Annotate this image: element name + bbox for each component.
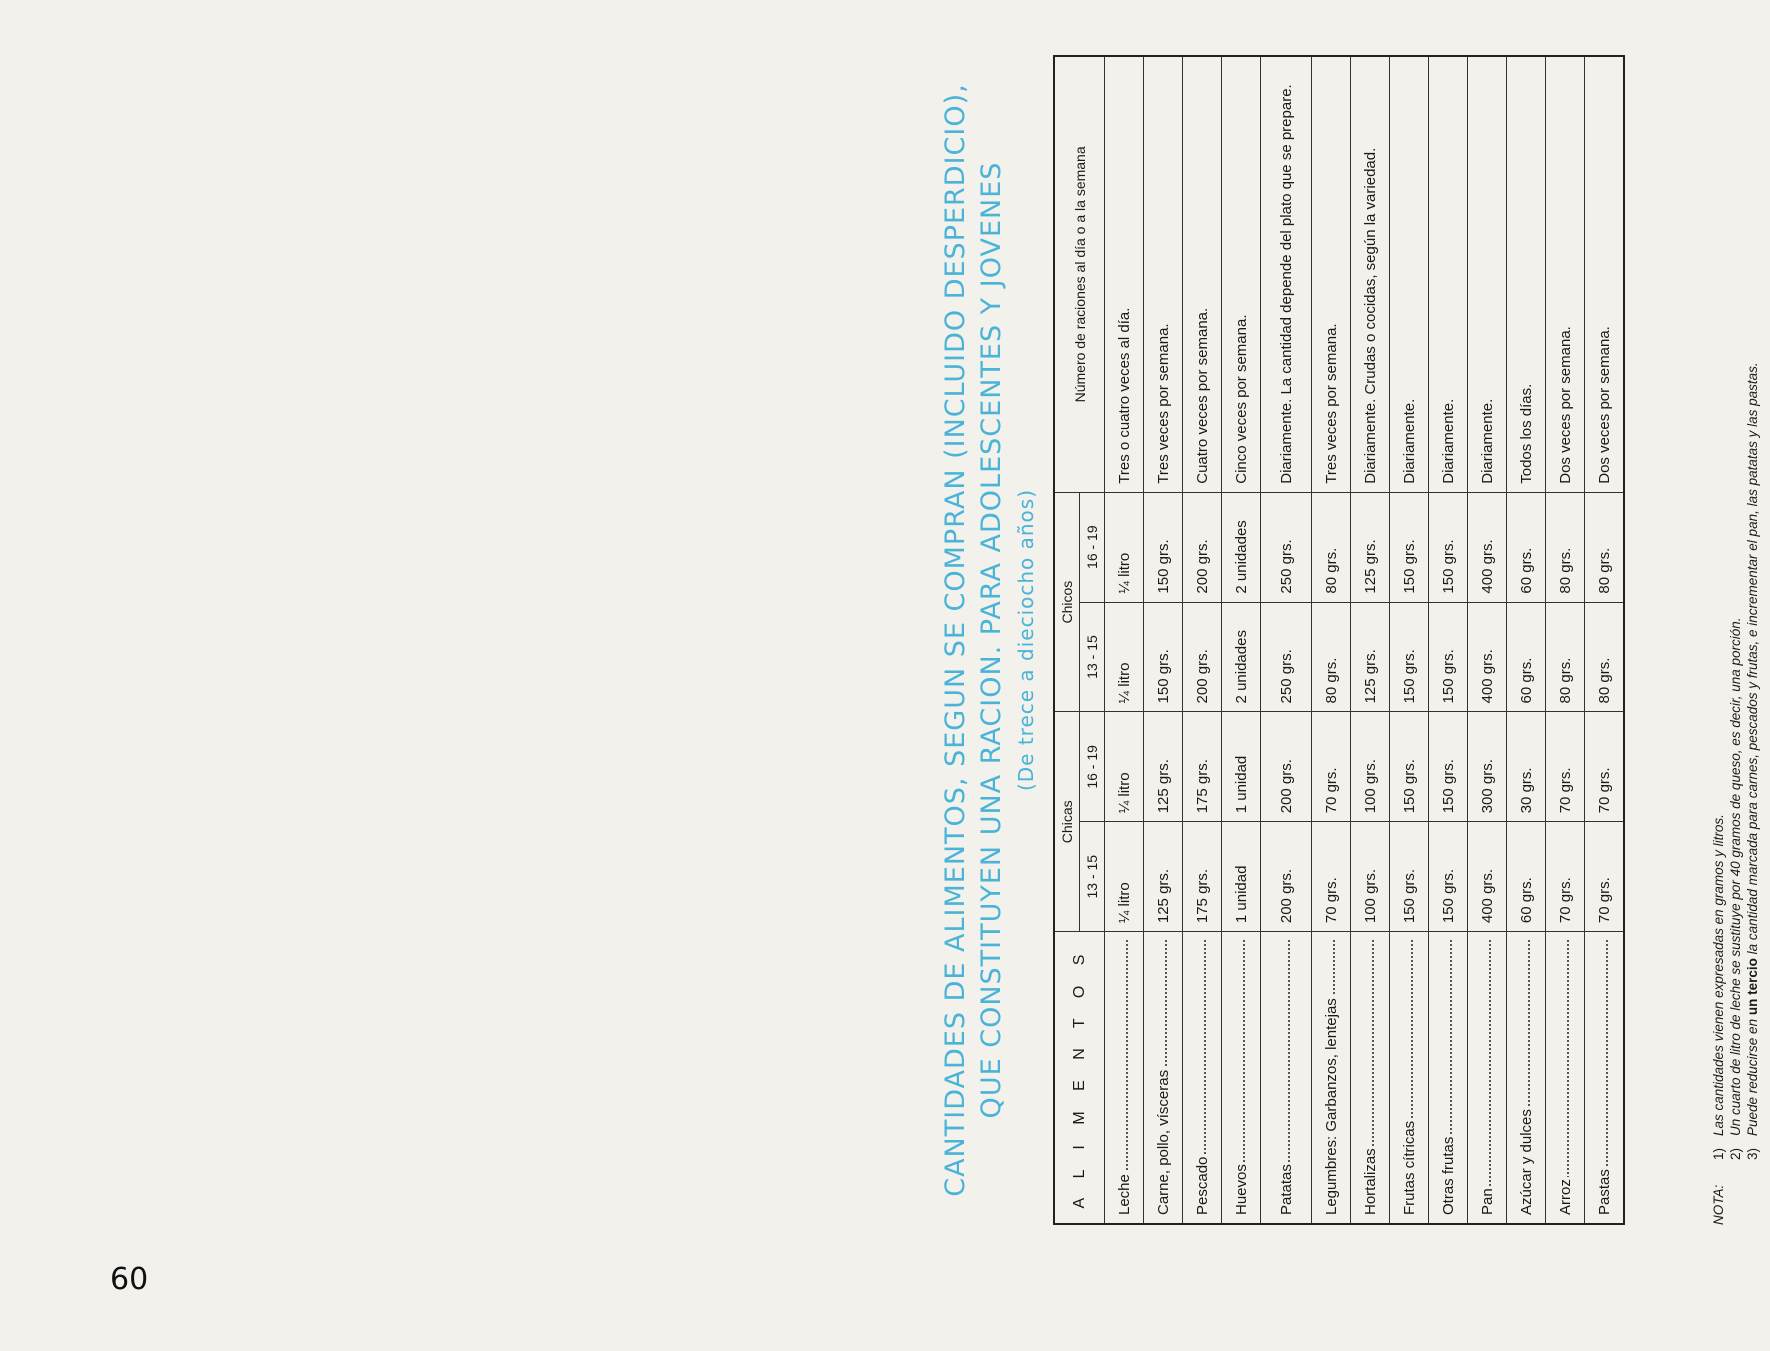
chicos-16-19-cell: 250 grs. bbox=[1261, 492, 1312, 602]
raciones-cell: Dos veces por semana. bbox=[1585, 56, 1625, 492]
food-name-cell bbox=[1183, 932, 1222, 1224]
note-text-pre: Puede reducirse en bbox=[1745, 1015, 1760, 1136]
chicas-13-15-cell: ¼ litro bbox=[1105, 822, 1144, 932]
food-name: Legumbres: Garbanzos, lentejas bbox=[1322, 998, 1340, 1215]
chicos-13-15-cell: 60 grs. bbox=[1507, 602, 1546, 712]
chicos-16-19-cell: 60 grs. bbox=[1507, 492, 1546, 602]
chicos-16-19-cell: ¼ litro bbox=[1105, 492, 1144, 602]
chicas-13-15-cell: 70 grs. bbox=[1312, 822, 1351, 932]
food-name-cell bbox=[1468, 932, 1507, 1224]
chicos-16-19-cell: 150 grs. bbox=[1390, 492, 1429, 602]
raciones-cell: Diariamente. La cantidad depende del plato que se prepare. bbox=[1261, 56, 1312, 492]
raciones-cell: Cuatro veces por semana. bbox=[1183, 56, 1222, 492]
chicos-16-19-cell: 400 grs. bbox=[1468, 492, 1507, 602]
table-row bbox=[1351, 56, 1390, 1224]
food-name: Carne, pollo, vísceras bbox=[1154, 1069, 1172, 1215]
food-name: Frutas cítricas bbox=[1400, 1120, 1418, 1215]
raciones-cell: Dos veces por semana. bbox=[1546, 56, 1585, 492]
chicas-16-19-cell: 100 grs. bbox=[1351, 712, 1390, 822]
page-number: 60 bbox=[110, 1262, 149, 1297]
note-item bbox=[1727, 362, 1744, 1160]
raciones-cell: Diariamente. bbox=[1429, 56, 1468, 492]
chicos-13-15-cell: 125 grs. bbox=[1351, 602, 1390, 712]
chicas-16-19-cell: 70 grs. bbox=[1585, 712, 1625, 822]
food-name-cell bbox=[1351, 932, 1390, 1224]
chicos-16-19-cell: 80 grs. bbox=[1312, 492, 1351, 602]
food-name-cell bbox=[1429, 932, 1468, 1224]
food-name: Hortalizas bbox=[1361, 1148, 1379, 1215]
header-chicos: Chicos bbox=[1054, 492, 1080, 712]
chicas-13-15-cell: 125 grs. bbox=[1144, 822, 1183, 932]
chicas-13-15-cell: 150 grs. bbox=[1429, 822, 1468, 932]
food-portions-table bbox=[1053, 55, 1625, 1225]
food-name-cell bbox=[1546, 932, 1585, 1224]
header-chicos-13-15: 13 - 15 bbox=[1080, 602, 1105, 712]
header-chicas-16-19: 16 - 19 bbox=[1080, 712, 1105, 822]
chicas-16-19-cell: ¼ litro bbox=[1105, 712, 1144, 822]
table-row bbox=[1144, 56, 1183, 1224]
table-row bbox=[1468, 56, 1507, 1224]
header-chicos-16-19: 16 - 19 bbox=[1080, 492, 1105, 602]
food-name-cell bbox=[1585, 932, 1625, 1224]
table-row bbox=[1429, 56, 1468, 1224]
food-name: Azúcar y dulces bbox=[1517, 1109, 1535, 1215]
raciones-cell: Cinco veces por semana. bbox=[1222, 56, 1261, 492]
food-name-cell bbox=[1144, 932, 1183, 1224]
header-raciones: Número de raciones al día o a la semana bbox=[1054, 56, 1105, 492]
chicas-13-15-cell: 200 grs. bbox=[1261, 822, 1312, 932]
chicas-13-15-cell: 150 grs. bbox=[1390, 822, 1429, 932]
chicos-13-15-cell: 150 grs. bbox=[1144, 602, 1183, 712]
dot-leader bbox=[1567, 940, 1569, 1215]
note-item bbox=[1710, 362, 1727, 1160]
chicas-13-15-cell: 70 grs. bbox=[1546, 822, 1585, 932]
chicos-16-19-cell: 80 grs. bbox=[1546, 492, 1585, 602]
chicos-16-19-cell: 80 grs. bbox=[1585, 492, 1625, 602]
table-row bbox=[1585, 56, 1625, 1224]
table-row bbox=[1390, 56, 1429, 1224]
note-text: Un cuarto de litro de leche se sustituye por 40 gramos de queso, es decir, una porción. bbox=[1728, 617, 1743, 1136]
table-row bbox=[1222, 56, 1261, 1224]
chicos-13-15-cell: 150 grs. bbox=[1390, 602, 1429, 712]
rotated-page-content bbox=[940, 55, 1770, 1225]
chicas-13-15-cell: 70 grs. bbox=[1585, 822, 1625, 932]
note-number: 1) bbox=[1711, 1147, 1726, 1160]
raciones-cell: Todos los días. bbox=[1507, 56, 1546, 492]
food-name-cell bbox=[1261, 932, 1312, 1224]
chicas-16-19-cell: 30 grs. bbox=[1507, 712, 1546, 822]
note-text-bold: un tercio bbox=[1745, 958, 1760, 1016]
chicos-16-19-cell: 125 grs. bbox=[1351, 492, 1390, 602]
note-text-post: la cantidad marcada para carnes, pescados y frutas, e incrementar el pan, las patatas y las pastas. bbox=[1745, 362, 1760, 959]
chicas-16-19-cell: 125 grs. bbox=[1144, 712, 1183, 822]
table-row bbox=[1183, 56, 1222, 1224]
table-row bbox=[1105, 56, 1144, 1224]
note-number: 2) bbox=[1728, 1147, 1743, 1160]
food-name: Huevos bbox=[1232, 1164, 1250, 1215]
chicas-16-19-cell: 200 grs. bbox=[1261, 712, 1312, 822]
chicas-16-19-cell: 150 grs. bbox=[1390, 712, 1429, 822]
title-subtitle: (De trece a dieciocho años) bbox=[1014, 488, 1038, 792]
food-name: Otras frutas bbox=[1439, 1136, 1457, 1215]
chicos-13-15-cell: 80 grs. bbox=[1312, 602, 1351, 712]
chicas-13-15-cell: 175 grs. bbox=[1183, 822, 1222, 932]
header-chicas: Chicas bbox=[1054, 712, 1080, 932]
chicos-16-19-cell: 150 grs. bbox=[1144, 492, 1183, 602]
food-name-cell bbox=[1105, 932, 1144, 1224]
note-number: 3) bbox=[1745, 1147, 1760, 1160]
chicas-13-15-cell: 400 grs. bbox=[1468, 822, 1507, 932]
table-row bbox=[1261, 56, 1312, 1224]
header-alimentos: A L I M E N T O S bbox=[1054, 932, 1105, 1224]
title-line-2: QUE CONSTITUYEN UNA RACION. PARA ADOLESCENTES Y JOVENES bbox=[976, 161, 1007, 1119]
chicos-13-15-cell: 250 grs. bbox=[1261, 602, 1312, 712]
raciones-cell: Diariamente. bbox=[1468, 56, 1507, 492]
table-row bbox=[1312, 56, 1351, 1224]
raciones-cell: Diariamente. bbox=[1390, 56, 1429, 492]
chicas-13-15-cell: 100 grs. bbox=[1351, 822, 1390, 932]
chicos-13-15-cell: 400 grs. bbox=[1468, 602, 1507, 712]
chicas-16-19-cell: 1 unidad bbox=[1222, 712, 1261, 822]
table-row bbox=[1507, 56, 1546, 1224]
chicas-16-19-cell: 150 grs. bbox=[1429, 712, 1468, 822]
note-item bbox=[1744, 362, 1761, 1160]
title-line-1: CANTIDADES DE ALIMENTOS, SEGUN SE COMPRAN (INCLUIDO DESPERDICIO), bbox=[940, 83, 971, 1197]
food-name: Pastas bbox=[1595, 1169, 1613, 1215]
food-name: Leche bbox=[1115, 1174, 1133, 1215]
chicas-16-19-cell: 300 grs. bbox=[1468, 712, 1507, 822]
chicas-13-15-cell: 60 grs. bbox=[1507, 822, 1546, 932]
chicas-16-19-cell: 175 grs. bbox=[1183, 712, 1222, 822]
dot-leader bbox=[1489, 940, 1491, 1215]
chicas-16-19-cell: 70 grs. bbox=[1546, 712, 1585, 822]
chicos-16-19-cell: 200 grs. bbox=[1183, 492, 1222, 602]
raciones-cell: Diariamente. Crudas o cocidas, según la variedad. bbox=[1351, 56, 1390, 492]
raciones-cell: Tres veces por semana. bbox=[1144, 56, 1183, 492]
table-row bbox=[1546, 56, 1585, 1224]
chicos-13-15-cell: 150 grs. bbox=[1429, 602, 1468, 712]
chicos-13-15-cell: 2 unidades bbox=[1222, 602, 1261, 712]
food-name: Arroz bbox=[1556, 1179, 1574, 1215]
food-name: Pescado bbox=[1193, 1156, 1211, 1215]
chicas-16-19-cell: 70 grs. bbox=[1312, 712, 1351, 822]
header-chicas-13-15: 13 - 15 bbox=[1080, 822, 1105, 932]
notes-label: NOTA: bbox=[1711, 1184, 1726, 1225]
food-name-cell bbox=[1507, 932, 1546, 1224]
food-name: Pan bbox=[1478, 1188, 1496, 1215]
chicos-13-15-cell: 80 grs. bbox=[1585, 602, 1625, 712]
chicos-13-15-cell: ¼ litro bbox=[1105, 602, 1144, 712]
raciones-cell: Tres o cuatro veces al día. bbox=[1105, 56, 1144, 492]
food-name-cell bbox=[1222, 932, 1261, 1224]
food-name-cell bbox=[1390, 932, 1429, 1224]
table-header-row bbox=[1054, 56, 1080, 1224]
food-name: Patatas bbox=[1277, 1164, 1295, 1215]
note-text: Las cantidades vienen expresadas en gramos y litros. bbox=[1711, 814, 1726, 1136]
food-name-cell bbox=[1312, 932, 1351, 1224]
chicos-13-15-cell: 80 grs. bbox=[1546, 602, 1585, 712]
chicos-16-19-cell: 2 unidades bbox=[1222, 492, 1261, 602]
chicos-13-15-cell: 200 grs. bbox=[1183, 602, 1222, 712]
raciones-cell: Tres veces por semana. bbox=[1312, 56, 1351, 492]
chicos-16-19-cell: 150 grs. bbox=[1429, 492, 1468, 602]
chicas-13-15-cell: 1 unidad bbox=[1222, 822, 1261, 932]
